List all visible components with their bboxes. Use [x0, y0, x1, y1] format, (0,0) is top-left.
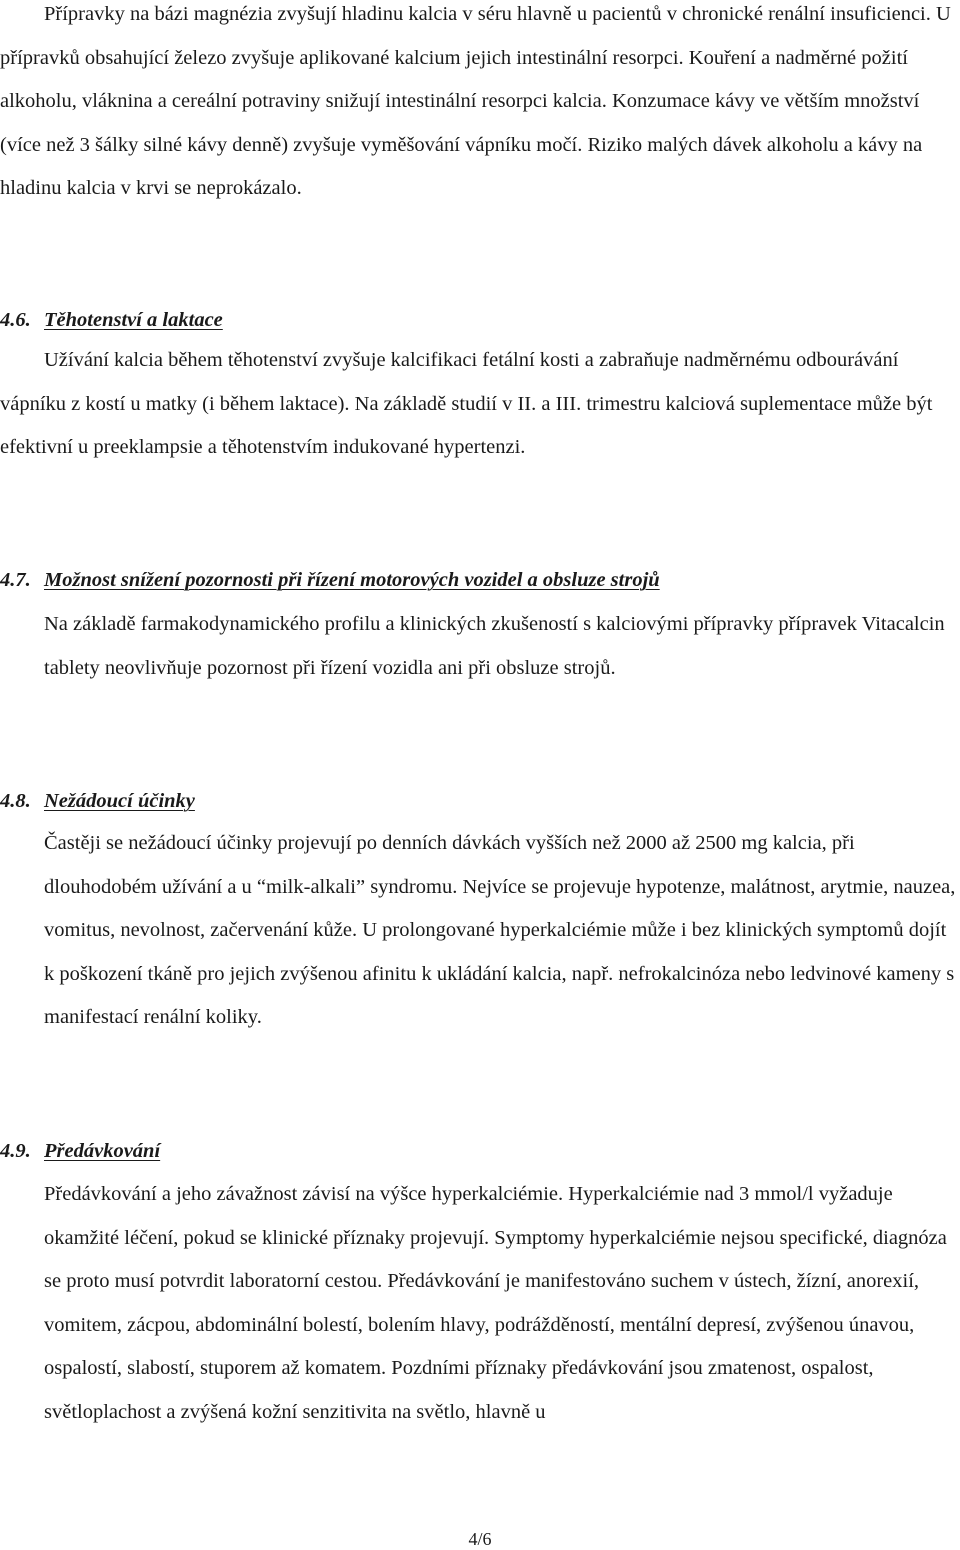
section-number: 4.7. [0, 569, 31, 591]
section-title: Těhotenství a laktace [44, 309, 223, 331]
page-number: 4/6 [468, 1529, 492, 1549]
section-number: 4.8. [0, 790, 31, 812]
section-heading-4-8 [0, 786, 195, 816]
section-number: 4.9. [0, 1140, 31, 1162]
section-title: Předávkování [44, 1140, 161, 1162]
section-title: Nežádoucí účinky [44, 790, 195, 812]
section-heading-4-9 [0, 1136, 160, 1166]
section-heading-4-6 [0, 305, 223, 335]
section-paragraph-4-7: Na základě farmakodynamického profilu a klinických zkušeností s kalciovými přípravky přípravek Vitacalcin tablety neovlivňuje pozornost při řízení vozidla ani při obsluze strojů. [44, 613, 945, 679]
section-heading-4-7 [0, 565, 660, 595]
intro-paragraph: Přípravky na bázi magnézia zvyšují hladinu kalcia v séru hlavně u pacientů v chronické renální insuficienci. U přípravků obsahující železo zvyšuje aplikované kalcium jejich intestinální resorpci. Kouření a nadměrné požití alkoholu, vláknina a cereální potraviny snižují intestinální resorpci kalcia. Konzumace kávy ve větším množství (více než 3 šálky silné kávy denně) zvyšuje vyměšování vápníku močí. Riziko malých dávek alkoholu a kávy na hladinu kalcia v krvi se neprokázalo. [0, 3, 951, 200]
section-paragraph-4-6: Užívání kalcia během těhotenství zvyšuje kalcifikaci fetální kosti a zabraňuje nadměrnému odbourávání vápníku z kostí u matky (i během laktace). Na základě studií v II. a III. trimestru kalciová suplementace může být efektivní u preeklampsie a těhotenstvím indukované hypertenzi. [0, 349, 933, 459]
section-number: 4.6. [0, 309, 31, 331]
section-paragraph-4-9: Předávkování a jeho závažnost závisí na výšce hyperkalciémie. Hyperkalciémie nad 3 mmol/l vyžaduje okamžité léčení, pokud se klinické příznaky projevují. Symptomy hyperkalciémie nejsou specifické, diagnóza se proto musí potvrdit laboratorní cestou. Předávkování je manifestováno suchem v ústech, žízní, anorexií, vomitem, zácpou, abdominální bolestí, bolením hlavy, podrážděností, mentální depresí, zvýšenou únavou, ospalostí, slabostí, stuporem až komatem. Pozdními příznaky předávkování jsou zmatenost, ospalost, světloplachost a zvýšená kožní senzitivita na světlo, hlavně u [44, 1183, 947, 1423]
section-paragraph-4-8: Častěji se nežádoucí účinky projevují po denních dávkách vyšších než 2000 až 2500 mg kalcia, při dlouhodobém užívání a u “milk-alkali” syndromu. Nejvíce se projevuje hypotenze, malátnost, arytmie, nauzea, vomitus, nevolnost, začervenání kůže. U prolongované hyperkalciémie může i bez klinických symptomů dojít k poškození tkáně pro jejich zvýšenou afinitu k ukládání kalcia, např. nefrokalcinóza nebo ledvinové kameny s manifestací renální koliky. [44, 832, 956, 1029]
section-title: Možnost snížení pozornosti při řízení motorových vozidel a obsluze strojů [44, 569, 660, 591]
